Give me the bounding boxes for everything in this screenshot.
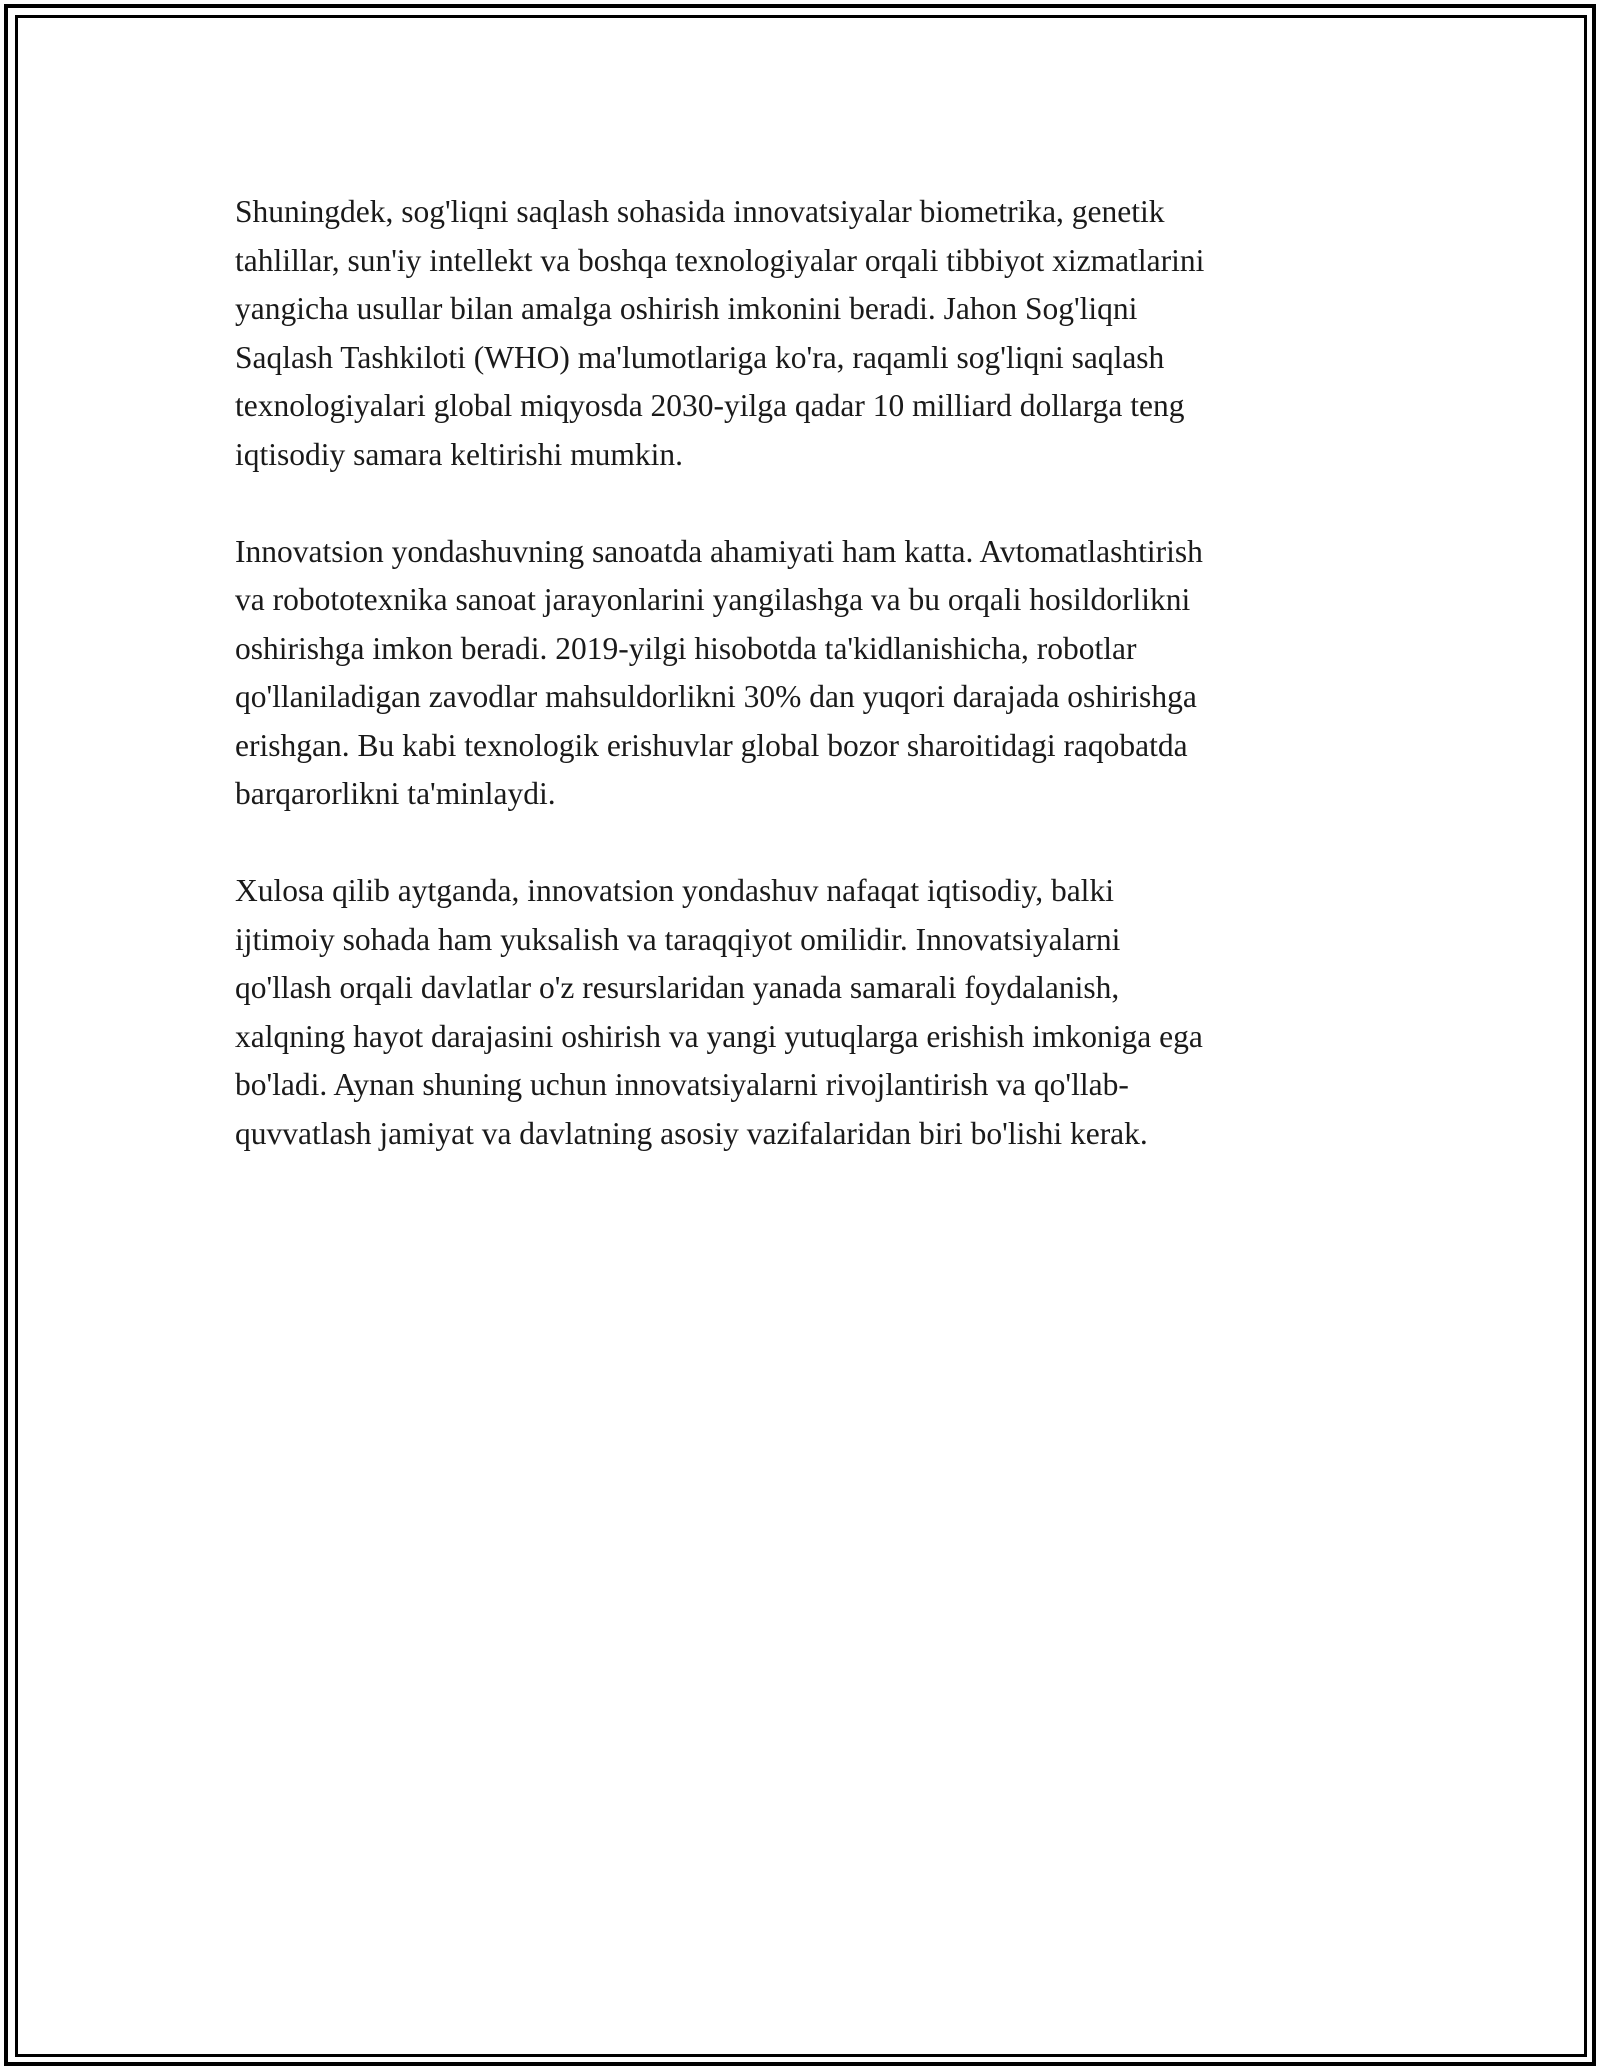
- paragraph-industry: Innovatsion yondashuvning sanoatda ahamiyati ham katta. Avtomatlashtirish va robototexnika sanoat jarayonlarini yangilashga va bu orqali hosildorlikni oshirishga imkon beradi. 2019-yilgi hisobotda ta'kidlanishicha, robotlar qo'llaniladigan zavodlar mahsuldorlikni 30% dan yuqori darajada oshirishga erishgan. Bu kabi texnologik erishuvlar global bozor sharoitidagi raqobatda barqarorlikni ta'minlaydi.: [235, 533, 1203, 811]
- document-body: [235, 188, 1375, 1207]
- paragraph-healthcare: Shuningdek, sog'liqni saqlash sohasida innovatsiyalar biometrika, genetik tahlillar, sun'iy intellekt va boshqa texnologiyalar orqali tibbiyot xizmatlarini yangicha usullar bilan amalga oshirish imkonini beradi. Jahon Sog'liqni Saqlash Tashkiloti (WHO) ma'lumotlariga ko'ra, raqamli sog'liqni saqlash texnologiyalari global miqyosda 2030-yilga qadar 10 milliard dollarga teng iqtisodiy samara keltirishi mumkin.: [235, 194, 1205, 472]
- paragraph-conclusion: Xulosa qilib aytganda, innovatsion yondashuv nafaqat iqtisodiy, balki ijtimoiy sohada ham yuksalish va taraqqiyot omilidir. Innovatsiyalarni qo'llash orqali davlatlar o'z resurslaridan yanada samarali foydalanish, xalqning hayot darajasini oshirish va yangi yutuqlarga erishish imkoniga ega bo'ladi. Aynan shuning uchun innovatsiyalarni rivojlantirish va qo'llab- quvvatlash jamiyat va davlatning asosiy vazifalaridan biri bo'lishi kerak.: [235, 873, 1203, 1151]
